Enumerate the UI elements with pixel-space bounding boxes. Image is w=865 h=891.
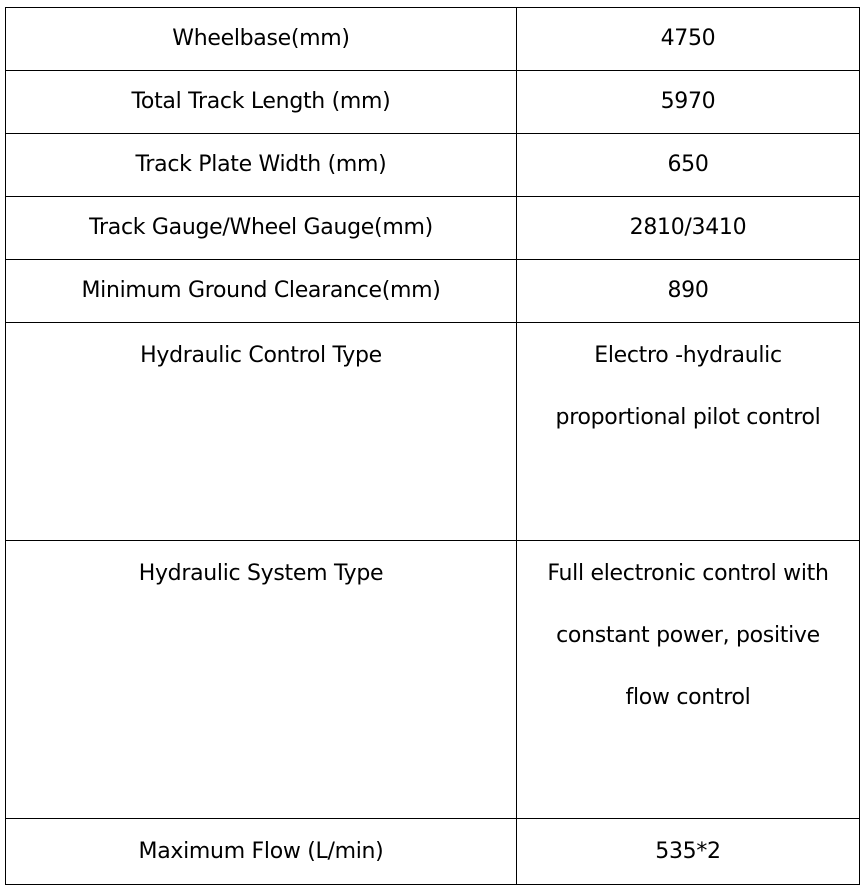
row-label: Track Gauge/Wheel Gauge(mm) [89, 215, 433, 240]
row-label-cell [6, 8, 517, 71]
row-value-cell [517, 197, 860, 260]
row-value-cell [517, 323, 860, 541]
row-label: Hydraulic Control Type [140, 343, 382, 368]
row-value: 4750 [660, 26, 716, 51]
row-value-cell [517, 541, 860, 819]
row-label: Minimum Ground Clearance(mm) [81, 278, 441, 303]
row-value-cell [517, 8, 860, 71]
row-value: 650 [667, 152, 709, 177]
row-label: Track Plate Width (mm) [135, 152, 387, 177]
row-value: 2810/3410 [629, 215, 747, 240]
row-value-cell [517, 260, 860, 323]
row-label: Maximum Flow (L/min) [138, 838, 384, 864]
row-value: 5970 [660, 89, 716, 114]
row-label: Hydraulic System Type [138, 561, 384, 586]
row-label: Wheelbase(mm) [172, 26, 350, 51]
table-row [6, 819, 860, 885]
row-label-cell [6, 134, 517, 197]
table-row [6, 323, 860, 541]
row-label-cell [6, 260, 517, 323]
row-value: 890 [667, 278, 709, 303]
row-value-cell [517, 134, 860, 197]
table-row [6, 260, 860, 323]
row-label-cell [6, 323, 517, 541]
table-row [6, 134, 860, 197]
row-label-cell [6, 541, 517, 819]
row-value: Electro -hydraulic proportional pilot control [555, 343, 821, 430]
table-row [6, 541, 860, 819]
row-value: 535*2 [655, 838, 721, 864]
row-label: Total Track Length (mm) [131, 89, 391, 114]
table-row [6, 71, 860, 134]
spec-table [5, 7, 860, 885]
row-value-cell [517, 71, 860, 134]
row-label-cell [6, 71, 517, 134]
table-row [6, 8, 860, 71]
row-label-cell [6, 819, 517, 885]
row-label-cell [6, 197, 517, 260]
row-value-cell [517, 819, 860, 885]
row-value: Full electronic control with constant power, positive flow control [547, 561, 829, 710]
table-row [6, 197, 860, 260]
